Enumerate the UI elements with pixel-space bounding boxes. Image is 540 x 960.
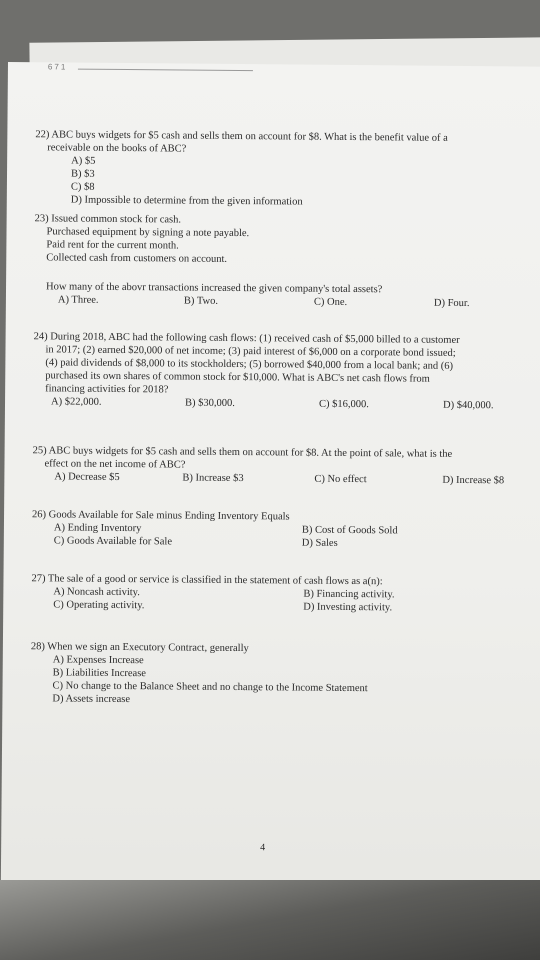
question-23	[34, 212, 535, 310]
option-b: B) Liabilities Increase	[52, 667, 147, 680]
option-a: A) Expenses Increase	[52, 654, 144, 667]
question-23-question: How many of the abovr transactions increased the given company's total assets?	[45, 281, 383, 296]
question-26	[32, 508, 537, 551]
page-number: 4	[260, 842, 266, 854]
option-b: B) $30,000.	[184, 397, 235, 409]
question-25-stem-line1: 25) ABC buys widgets for $5 cash and sells them on account for $8. At the point of sale, what is the	[32, 445, 453, 460]
option-a: A) Three.	[57, 294, 99, 306]
question-25	[32, 444, 537, 487]
option-c: C) No effect	[314, 473, 367, 486]
option-a: A) $5	[71, 155, 96, 167]
question-24-line4: purchased its own shares of common stock for $10,000. What is ABC's net cash flows from	[45, 370, 430, 385]
option-c: C) No change to the Balance Sheet and no change to the Income Statement	[52, 680, 368, 695]
question-22-stem-line1: 22) ABC buys widgets for $5 cash and sells them on account for $8. What is the benefit value of a	[35, 129, 448, 144]
question-22-stem-line2: receivable on the books of ABC?	[47, 142, 187, 155]
floor-background	[0, 880, 540, 960]
option-b: B) Increase $3	[182, 472, 244, 485]
option-d: D) Four.	[433, 297, 470, 310]
question-28	[30, 640, 536, 709]
option-a: A) Noncash activity.	[53, 586, 140, 599]
option-b: B) Financing activity.	[303, 588, 395, 601]
option-b: B) $3	[70, 168, 95, 180]
question-24-line2: in 2017; (2) earned $20,000 of net income; (3) paid interest of $6,000 on a corporate bond issued;	[45, 344, 456, 359]
option-b: B) Cost of Goods Sold	[301, 524, 398, 537]
question-27-stem: 27) The sale of a good or service is classified in the statement of cash flows as a(n):	[31, 573, 383, 588]
question-22-options	[35, 154, 535, 210]
option-c: C) $8	[70, 181, 95, 193]
option-c: C) $16,000.	[318, 398, 369, 411]
option-a: A) Decrease $5	[54, 471, 120, 483]
question-26-stem: 26) Goods Available for Sale minus Ending Inventory Equals	[32, 509, 290, 523]
question-24-line3: (4) paid dividends of $8,000 to its stockholders; (5) borrowed $40,000 from a local bank; and (6)	[45, 357, 454, 372]
question-24-line5: financing activities for 2018?	[45, 383, 169, 396]
question-24	[33, 330, 539, 412]
option-c: C) Operating activity.	[53, 599, 145, 612]
option-d: D) $40,000.	[442, 399, 494, 412]
top-rule	[78, 69, 253, 72]
option-d: D) Impossible to determine from the given information	[70, 194, 303, 208]
question-27	[31, 572, 536, 615]
question-23-line1: 23) Issued common stock for cash.	[34, 213, 182, 226]
question-25-stem-line2: effect on the net income of ABC?	[44, 458, 186, 471]
exam-page	[1, 62, 540, 917]
option-c: C) Goods Available for Sale	[53, 535, 173, 548]
question-23-line3: Paid rent for the current month.	[46, 239, 179, 252]
option-d: D) Investing activity.	[303, 601, 393, 614]
option-d: D) Increase $8	[442, 474, 505, 487]
question-28-stem: 28) When we sign an Executory Contract, generally	[30, 641, 249, 655]
option-c: C) One.	[313, 296, 348, 308]
page-mark: 671	[47, 62, 68, 72]
question-22	[35, 128, 536, 210]
option-a: A) Ending Inventory	[53, 522, 142, 535]
question-23-line4: Collected cash from customers on account.	[46, 252, 228, 265]
question-23-line2: Purchased equipment by signing a note payable.	[46, 226, 250, 240]
option-b: B) Two.	[183, 295, 219, 307]
question-24-line1: 24) During 2018, ABC had the following cash flows: (1) received cash of $5,000 billed to a customer	[33, 331, 460, 346]
option-d: D) Assets increase	[52, 693, 131, 706]
option-a: A) $22,000.	[50, 396, 102, 408]
option-d: D) Sales	[301, 537, 338, 549]
